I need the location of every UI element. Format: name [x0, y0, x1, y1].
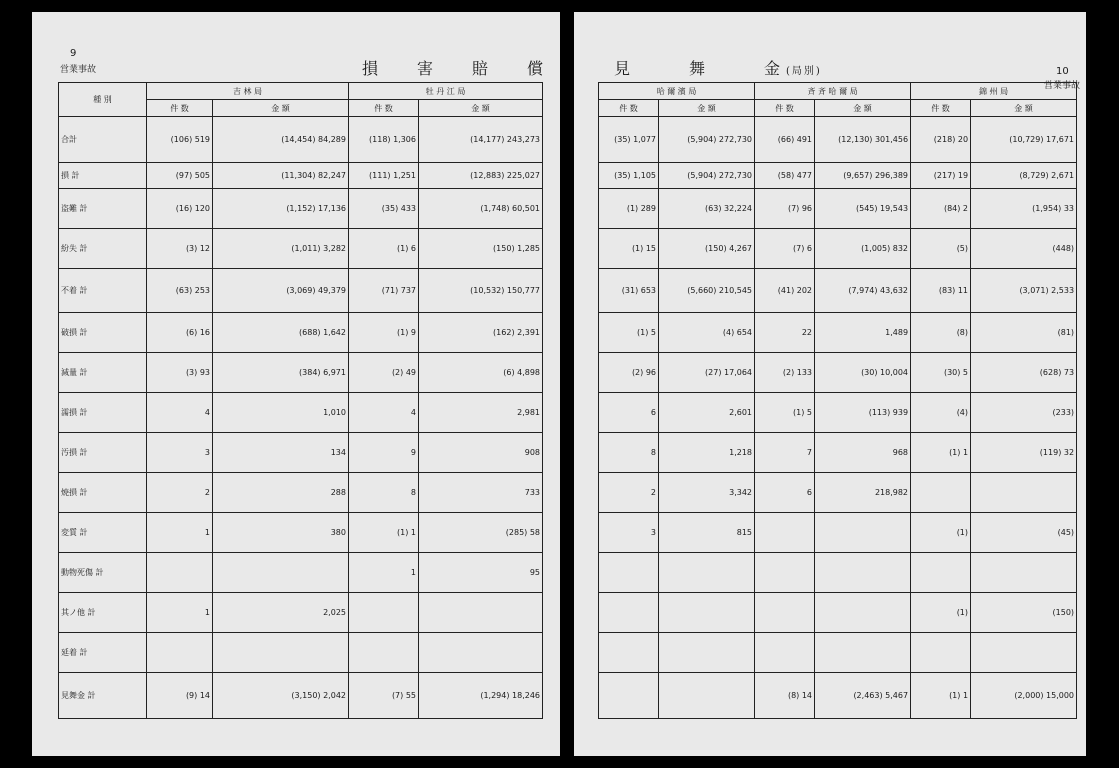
col-amount-2: 金 額 — [419, 100, 543, 117]
count-cell — [599, 593, 659, 633]
count-cell — [755, 633, 815, 673]
amount-cell: (119) 32 — [971, 433, 1077, 473]
count-cell — [755, 513, 815, 553]
count-cell: (5) — [911, 229, 971, 269]
count-cell: (3) 93 — [147, 353, 213, 393]
amount-cell — [213, 553, 349, 593]
col-count-3: 件 数 — [599, 100, 659, 117]
amount-cell — [659, 673, 755, 719]
amount-cell: (1,294) 18,246 — [419, 673, 543, 719]
amount-cell: (45) — [971, 513, 1077, 553]
amount-cell: (384) 6,971 — [213, 353, 349, 393]
count-cell: (6) 16 — [147, 313, 213, 353]
amount-cell: (7,974) 43,632 — [815, 269, 911, 313]
amount-cell: (11,304) 82,247 — [213, 163, 349, 189]
row-label: 汚損 計 — [59, 433, 147, 473]
amount-cell: 968 — [815, 433, 911, 473]
amount-cell — [971, 553, 1077, 593]
amount-cell: (27) 17,064 — [659, 353, 755, 393]
count-cell: (58) 477 — [755, 163, 815, 189]
amount-cell: 733 — [419, 473, 543, 513]
amount-cell — [419, 593, 543, 633]
amount-cell: (628) 73 — [971, 353, 1077, 393]
title-char-5: 見 — [614, 59, 633, 78]
count-cell: (4) — [911, 393, 971, 433]
bureau-header-2: 牡 丹 江 局 — [349, 83, 543, 100]
count-cell: (1) 289 — [599, 189, 659, 229]
amount-cell: 380 — [213, 513, 349, 553]
amount-cell: 2,025 — [213, 593, 349, 633]
amount-cell — [971, 633, 1077, 673]
amount-cell: (10,729) 17,671 — [971, 117, 1077, 163]
count-cell: 2 — [147, 473, 213, 513]
amount-cell: (30) 10,004 — [815, 353, 911, 393]
count-cell: (3) 12 — [147, 229, 213, 269]
amount-cell: (6) 4,898 — [419, 353, 543, 393]
count-cell — [911, 553, 971, 593]
col-amount-1: 金 額 — [213, 100, 349, 117]
title-char-3: 賠 — [472, 59, 491, 78]
amount-cell — [419, 633, 543, 673]
amount-cell: (150) 4,267 — [659, 229, 755, 269]
amount-cell: 3,342 — [659, 473, 755, 513]
amount-cell: (4) 654 — [659, 313, 755, 353]
count-cell: (35) 1,077 — [599, 117, 659, 163]
row-label: 焼損 計 — [59, 473, 147, 513]
amount-cell: 1,218 — [659, 433, 755, 473]
row-label: 紛失 計 — [59, 229, 147, 269]
amount-cell: 134 — [213, 433, 349, 473]
amount-cell: (545) 19,543 — [815, 189, 911, 229]
title-char-7: 金 — [764, 59, 783, 78]
count-cell: (66) 491 — [755, 117, 815, 163]
right-page — [574, 12, 1086, 756]
amount-cell: (285) 58 — [419, 513, 543, 553]
count-cell — [349, 593, 419, 633]
amount-cell: (3,071) 2,533 — [971, 269, 1077, 313]
amount-cell: (5,660) 210,545 — [659, 269, 755, 313]
count-cell: (218) 20 — [911, 117, 971, 163]
amount-cell: (81) — [971, 313, 1077, 353]
page-number-right: 10 — [1056, 66, 1069, 77]
stub-header: 種 別 — [59, 83, 147, 117]
count-cell: 2 — [599, 473, 659, 513]
count-cell: (35) 1,105 — [599, 163, 659, 189]
count-cell: 4 — [349, 393, 419, 433]
col-amount-4: 金 額 — [815, 100, 911, 117]
amount-cell: (1,152) 17,136 — [213, 189, 349, 229]
count-cell: 3 — [599, 513, 659, 553]
row-label: 損 計 — [59, 163, 147, 189]
count-cell: 22 — [755, 313, 815, 353]
count-cell: (111) 1,251 — [349, 163, 419, 189]
title-char-2: 害 — [417, 59, 436, 78]
count-cell: (16) 120 — [147, 189, 213, 229]
col-amount-3: 金 額 — [659, 100, 755, 117]
amount-cell: 288 — [213, 473, 349, 513]
amount-cell: (2,463) 5,467 — [815, 673, 911, 719]
count-cell: 4 — [147, 393, 213, 433]
amount-cell: 1,010 — [213, 393, 349, 433]
count-cell: (1) — [911, 513, 971, 553]
count-cell: (1) 9 — [349, 313, 419, 353]
count-cell: (217) 19 — [911, 163, 971, 189]
amount-cell: (150) — [971, 593, 1077, 633]
count-cell: (1) 5 — [755, 393, 815, 433]
amount-cell: (1,748) 60,501 — [419, 189, 543, 229]
row-label: 見舞金 計 — [59, 673, 147, 719]
section-label-right: 営業事故 — [1044, 81, 1081, 91]
count-cell: (8) 14 — [755, 673, 815, 719]
amount-cell: 815 — [659, 513, 755, 553]
amount-cell: (150) 1,285 — [419, 229, 543, 269]
row-label: 合計 — [59, 117, 147, 163]
count-cell — [349, 633, 419, 673]
count-cell: (1) 1 — [911, 433, 971, 473]
damage-table-left — [58, 82, 543, 719]
row-label: 延着 計 — [59, 633, 147, 673]
count-cell: (97) 505 — [147, 163, 213, 189]
amount-cell: (14,454) 84,289 — [213, 117, 349, 163]
count-cell: (2) 133 — [755, 353, 815, 393]
count-cell: 6 — [755, 473, 815, 513]
amount-cell: (9,657) 296,389 — [815, 163, 911, 189]
count-cell: (106) 519 — [147, 117, 213, 163]
amount-cell: 2,981 — [419, 393, 543, 433]
amount-cell — [971, 473, 1077, 513]
count-cell: (1) — [911, 593, 971, 633]
count-cell: (63) 253 — [147, 269, 213, 313]
row-label: 盗難 計 — [59, 189, 147, 229]
amount-cell: (63) 32,224 — [659, 189, 755, 229]
amount-cell: (3,069) 49,379 — [213, 269, 349, 313]
bureau-header-3: 哈 爾 濱 局 — [599, 83, 755, 100]
count-cell: (71) 737 — [349, 269, 419, 313]
count-cell: 8 — [599, 433, 659, 473]
amount-cell — [659, 593, 755, 633]
damage-table-right — [598, 82, 1077, 719]
title-suffix: (局別) — [786, 66, 822, 77]
amount-cell: (113) 939 — [815, 393, 911, 433]
amount-cell: (12,130) 301,456 — [815, 117, 911, 163]
count-cell: (1) 6 — [349, 229, 419, 269]
row-label: 其ノ他 計 — [59, 593, 147, 633]
amount-cell: (3,150) 2,042 — [213, 673, 349, 719]
row-label: 濡損 計 — [59, 393, 147, 433]
count-cell: (84) 2 — [911, 189, 971, 229]
amount-cell: (1,005) 832 — [815, 229, 911, 269]
col-amount-5: 金 額 — [971, 100, 1077, 117]
count-cell — [755, 553, 815, 593]
count-cell: (2) 49 — [349, 353, 419, 393]
amount-cell — [659, 633, 755, 673]
amount-cell: (2,000) 15,000 — [971, 673, 1077, 719]
count-cell: (118) 1,306 — [349, 117, 419, 163]
bureau-header-5: 錦 州 局 — [911, 83, 1077, 100]
col-count-2: 件 数 — [349, 100, 419, 117]
count-cell: (30) 5 — [911, 353, 971, 393]
amount-cell — [815, 633, 911, 673]
amount-cell — [213, 633, 349, 673]
amount-cell: (1,011) 3,282 — [213, 229, 349, 269]
amount-cell: 2,601 — [659, 393, 755, 433]
title-char-4: 償 — [527, 59, 546, 78]
amount-cell: (5,904) 272,730 — [659, 117, 755, 163]
page-number-left: 9 — [70, 48, 77, 59]
title-char-1: 損 — [362, 59, 381, 78]
count-cell — [911, 633, 971, 673]
count-cell — [599, 633, 659, 673]
col-count-4: 件 数 — [755, 100, 815, 117]
count-cell: 8 — [349, 473, 419, 513]
count-cell: (7) 55 — [349, 673, 419, 719]
amount-cell: (448) — [971, 229, 1077, 269]
section-label-left: 営業事故 — [60, 65, 97, 75]
amount-cell: (233) — [971, 393, 1077, 433]
count-cell: (41) 202 — [755, 269, 815, 313]
count-cell: 1 — [349, 553, 419, 593]
amount-cell — [659, 553, 755, 593]
count-cell — [147, 633, 213, 673]
title-char-6: 舞 — [689, 59, 708, 78]
amount-cell: (12,883) 225,027 — [419, 163, 543, 189]
amount-cell: (1,954) 33 — [971, 189, 1077, 229]
row-label: 動物死傷 計 — [59, 553, 147, 593]
count-cell: 3 — [147, 433, 213, 473]
count-cell — [755, 593, 815, 633]
count-cell: (35) 433 — [349, 189, 419, 229]
count-cell: 6 — [599, 393, 659, 433]
count-cell: 1 — [147, 593, 213, 633]
row-label: 減量 計 — [59, 353, 147, 393]
amount-cell: (10,532) 150,777 — [419, 269, 543, 313]
col-count-1: 件 数 — [147, 100, 213, 117]
count-cell: (1) 15 — [599, 229, 659, 269]
amount-cell — [815, 593, 911, 633]
amount-cell: (162) 2,391 — [419, 313, 543, 353]
count-cell — [911, 473, 971, 513]
row-label: 変質 計 — [59, 513, 147, 553]
count-cell: 7 — [755, 433, 815, 473]
left-page — [32, 12, 560, 756]
count-cell: 9 — [349, 433, 419, 473]
count-cell — [147, 553, 213, 593]
amount-cell — [815, 513, 911, 553]
count-cell: (7) 6 — [755, 229, 815, 269]
amount-cell: 1,489 — [815, 313, 911, 353]
amount-cell: 218,982 — [815, 473, 911, 513]
row-label: 破損 計 — [59, 313, 147, 353]
count-cell: (31) 653 — [599, 269, 659, 313]
count-cell — [599, 673, 659, 719]
count-cell: (8) — [911, 313, 971, 353]
count-cell: (1) 1 — [911, 673, 971, 719]
amount-cell: (14,177) 243,273 — [419, 117, 543, 163]
amount-cell: (688) 1,642 — [213, 313, 349, 353]
amount-cell: (5,904) 272,730 — [659, 163, 755, 189]
count-cell: 1 — [147, 513, 213, 553]
count-cell: (9) 14 — [147, 673, 213, 719]
count-cell: (7) 96 — [755, 189, 815, 229]
amount-cell — [815, 553, 911, 593]
count-cell: (1) 1 — [349, 513, 419, 553]
count-cell: (1) 5 — [599, 313, 659, 353]
bureau-header-4: 斉 斉 哈 爾 局 — [755, 83, 911, 100]
count-cell: (2) 96 — [599, 353, 659, 393]
bureau-header-1: 吉 林 局 — [147, 83, 349, 100]
amount-cell: 908 — [419, 433, 543, 473]
col-count-5: 件 数 — [911, 100, 971, 117]
count-cell — [599, 553, 659, 593]
count-cell: (83) 11 — [911, 269, 971, 313]
row-label: 不着 計 — [59, 269, 147, 313]
amount-cell: 95 — [419, 553, 543, 593]
amount-cell: (8,729) 2,671 — [971, 163, 1077, 189]
